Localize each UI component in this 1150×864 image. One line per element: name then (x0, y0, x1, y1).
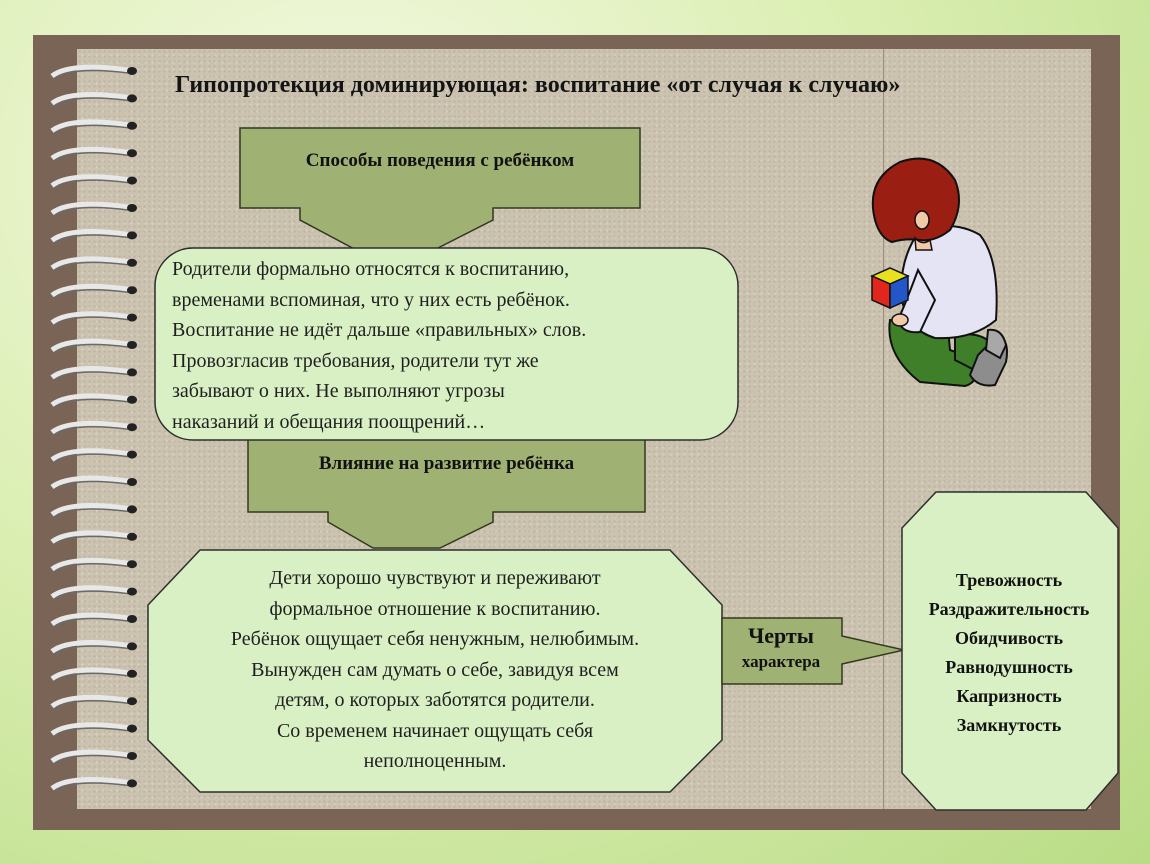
behavior-line: забывают о них. Не выполняют угрозы (172, 380, 505, 402)
behavior-line: Воспитание не идёт дальше «правильных» слов. (172, 319, 587, 341)
trait-item: Обидчивость (955, 628, 1063, 648)
influence-line: неполноценным. (363, 750, 507, 772)
behavior-line: Провозгласив требования, родители тут же (172, 349, 539, 372)
influence-line: формальное отношение к воспитанию. (269, 597, 601, 620)
trait-item: Тревожность (955, 570, 1063, 590)
influence-line: Вынужден сам думать о себе, завидуя всем (251, 658, 619, 681)
traits-label-line2: характера (741, 652, 821, 671)
influence-line: Ребёнок ощущает себя ненужным, нелюбимым. (230, 628, 640, 650)
influence-header: Влияние на развитие ребёнка (318, 453, 575, 474)
traits-label-line1: Черты (748, 623, 814, 648)
trait-item: Замкнутость (956, 715, 1062, 735)
traits-label (722, 622, 840, 674)
traits-list (901, 566, 1117, 740)
behavior-line: Родители формально относятся к воспитанию, (172, 258, 570, 280)
page-title: Гипопротекция доминирующая: воспитание «от случая к случаю» (175, 72, 901, 98)
behavior-line: временами вспоминая, что у них есть ребёнок. (172, 288, 570, 311)
behavior-line: наказаний и обещания поощрений… (172, 410, 486, 433)
influence-line: Со временем начинает ощущать себя (276, 719, 594, 742)
boy-with-cube-illustration-icon (860, 150, 1020, 400)
influence-line: Дети хорошо чувствуют и переживают (269, 567, 601, 589)
trait-item: Раздражительность (928, 599, 1090, 619)
trait-item: Капризность (956, 686, 1062, 706)
behavior-header: Способы поведения с ребёнком (305, 150, 575, 171)
influence-text (150, 563, 720, 777)
behavior-text (172, 254, 742, 437)
trait-item: Равнодушность (945, 657, 1073, 677)
behavior-arrow-shape (240, 128, 640, 252)
influence-line: детям, о которых заботятся родители. (275, 689, 595, 711)
